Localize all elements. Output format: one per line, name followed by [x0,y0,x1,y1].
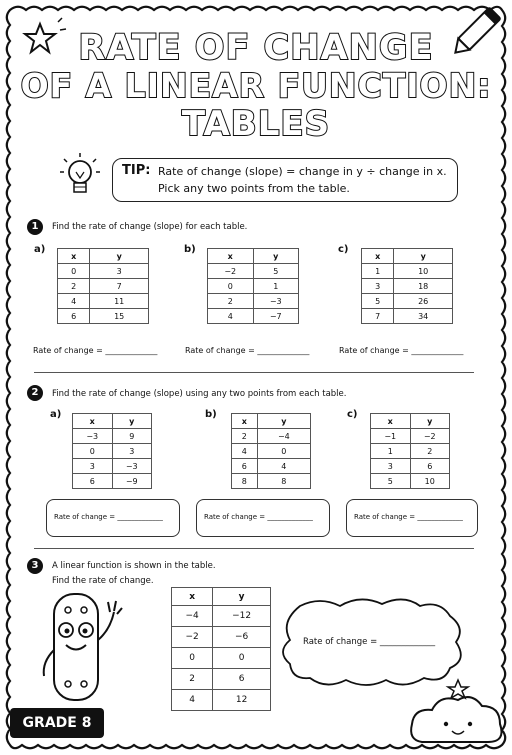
header-cell: x [73,414,113,429]
table-cell: 34 [394,309,453,324]
section-3-instruction-2: Find the rate of change. [52,576,154,586]
table-cell: 4 [208,309,254,324]
s2-answer-c: Rate of change = _____________ [354,513,463,521]
s1-table-a [57,248,149,324]
s3-answer[interactable]: Rate of change = _____________ [303,637,436,647]
header-cell: x [172,588,213,606]
title-line-2: OF A LINEAR FUNCTION: [20,66,492,105]
table-cell: 3 [73,459,113,474]
table-cell: 18 [394,279,453,294]
table-cell: −7 [253,309,299,324]
table-cell: 1 [371,444,411,459]
title-line-3: TABLES [181,104,331,144]
table-cell: 0 [257,444,310,459]
header-cell: x [232,414,258,429]
table-cell: 6 [73,474,113,489]
section-1-number: 1 [27,219,43,235]
s1-answer-b[interactable]: Rate of change = _____________ [185,346,310,355]
s2-table-c [370,413,450,489]
table-cell: 0 [58,264,90,279]
table-cell: 10 [410,474,450,489]
table-cell: −4 [257,429,310,444]
table-cell: 2 [410,444,450,459]
table-cell: −12 [213,606,271,627]
s1-answer-a[interactable]: Rate of change = _____________ [33,346,158,355]
table-cell: 0 [73,444,113,459]
table-cell: −1 [371,429,411,444]
s1-table-a-label: a) [34,244,46,255]
table-cell: 15 [90,309,149,324]
table-cell: 3 [112,444,152,459]
section-1-instruction: Find the rate of change (slope) for each table. [52,222,248,232]
s1-table-c [361,248,453,324]
table-cell: 8 [257,474,310,489]
section-2-number: 2 [27,385,43,401]
grade-badge: GRADE 8 [10,708,104,738]
s2-answer-b: Rate of change = _____________ [204,513,313,521]
table-cell: 9 [112,429,152,444]
table-cell: −2 [172,627,213,648]
table-cell: 2 [172,669,213,690]
header-cell: y [112,414,152,429]
section-3-instruction: A linear function is shown in the table. [52,561,216,571]
section-3-number: 3 [27,558,43,574]
header-cell: x [371,414,411,429]
s2-answer-a: Rate of change = _____________ [54,513,163,521]
header-cell: x [58,249,90,264]
section-divider [34,372,474,373]
header-cell: y [394,249,453,264]
header-cell: y [257,414,310,429]
table-cell: 12 [213,690,271,711]
table-cell: 11 [90,294,149,309]
table-cell: 5 [371,474,411,489]
s1-answer-c[interactable]: Rate of change = _____________ [339,346,464,355]
table-cell: 3 [90,264,149,279]
header-cell: y [90,249,149,264]
table-cell: −3 [73,429,113,444]
table-cell: 8 [232,474,258,489]
header-cell: x [208,249,254,264]
table-cell: 26 [394,294,453,309]
skateboard-character-icon [44,594,122,700]
light-bulb-icon [60,153,100,192]
table-cell: 0 [172,648,213,669]
header-cell: y [253,249,299,264]
s2-table-b [231,413,311,489]
tip-line-2: Pick any two points from the table. [158,182,350,195]
tip-line-1: Rate of change (slope) = change in y ÷ change in x. [158,165,447,178]
table-cell: −3 [112,459,152,474]
s2-table-a [72,413,152,489]
table-cell: 10 [394,264,453,279]
s1-table-c-label: c) [338,244,349,255]
table-cell: −4 [172,606,213,627]
table-cell: 4 [232,444,258,459]
table-cell: −3 [253,294,299,309]
table-cell: 6 [232,459,258,474]
title-line-1: RATE OF CHANGE [78,28,434,68]
table-cell: 2 [232,429,258,444]
cloud-mascot-icon [411,680,501,742]
s3-table [171,587,271,711]
section-divider [34,548,474,549]
header-cell: y [410,414,450,429]
table-cell: −2 [208,264,254,279]
tip-label: TIP: [122,163,151,178]
table-cell: 7 [90,279,149,294]
header-cell: y [213,588,271,606]
table-cell: 2 [58,279,90,294]
table-cell: 0 [213,648,271,669]
table-cell: 4 [172,690,213,711]
s1-table-b-label: b) [184,244,196,255]
table-cell: 5 [253,264,299,279]
table-cell: 0 [208,279,254,294]
s2-table-b-label: b) [205,409,217,420]
table-cell: 1 [253,279,299,294]
header-cell: x [362,249,394,264]
section-2-instruction: Find the rate of change (slope) using any two points from each table. [52,389,347,399]
table-cell: 6 [213,669,271,690]
table-cell: 4 [257,459,310,474]
table-cell: −6 [213,627,271,648]
table-cell: 7 [362,309,394,324]
s1-table-b [207,248,299,324]
table-cell: 3 [371,459,411,474]
table-cell: 6 [410,459,450,474]
table-cell: 3 [362,279,394,294]
table-cell: −9 [112,474,152,489]
table-cell: 5 [362,294,394,309]
table-cell: −2 [410,429,450,444]
table-cell: 2 [208,294,254,309]
s2-table-a-label: a) [50,409,62,420]
table-cell: 4 [58,294,90,309]
table-cell: 6 [58,309,90,324]
s2-table-c-label: c) [347,409,358,420]
table-cell: 1 [362,264,394,279]
